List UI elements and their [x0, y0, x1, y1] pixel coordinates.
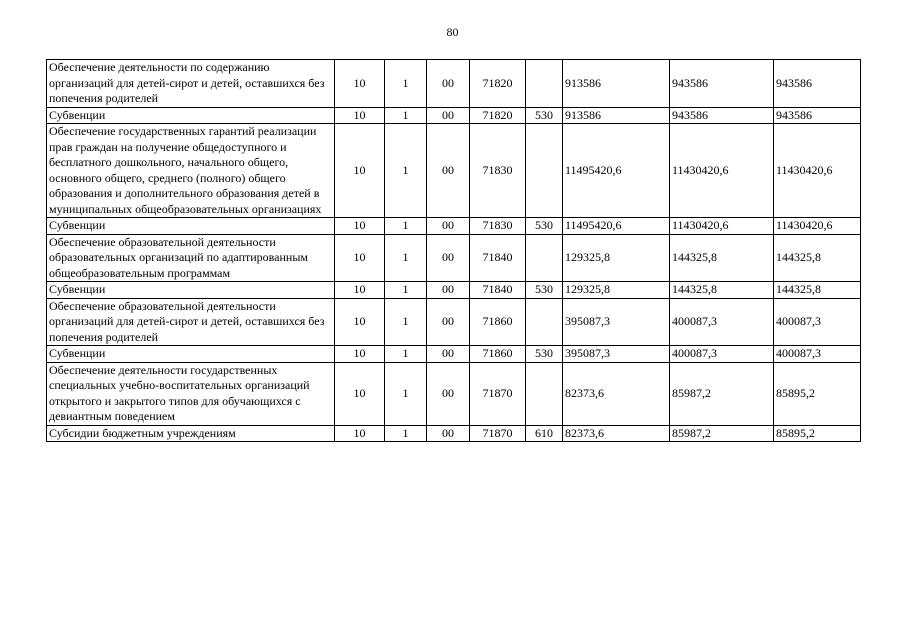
program-cell: 00 — [427, 425, 470, 442]
table-row — [47, 124, 861, 218]
amount-1-cell: 11495420,6 — [563, 218, 670, 235]
amount-1-cell: 395087,3 — [563, 298, 670, 346]
section-cell: 10 — [335, 346, 385, 363]
amount-1-cell: 395087,3 — [563, 346, 670, 363]
amount-3-cell: 144325,8 — [774, 282, 861, 299]
section-cell: 10 — [335, 107, 385, 124]
amount-2-cell: 11430420,6 — [670, 124, 774, 218]
program-cell: 00 — [427, 282, 470, 299]
code-cell: 71840 — [470, 234, 526, 282]
amount-2-cell: 400087,3 — [670, 298, 774, 346]
subsection-cell: 1 — [385, 346, 427, 363]
amount-3-cell: 400087,3 — [774, 298, 861, 346]
program-cell: 00 — [427, 298, 470, 346]
row-name: Обеспечение образовательной деятельности организаций для детей-сирот и детей, оставшихся без попечения родителей — [47, 298, 335, 346]
row-name: Субвенции — [47, 282, 335, 299]
subsection-cell: 1 — [385, 362, 427, 425]
table-row — [47, 107, 861, 124]
section-cell: 10 — [335, 60, 385, 108]
type-cell: 610 — [526, 425, 563, 442]
amount-2-cell: 943586 — [670, 60, 774, 108]
type-cell — [526, 60, 563, 108]
amount-3-cell: 144325,8 — [774, 234, 861, 282]
row-name: Субвенции — [47, 107, 335, 124]
code-cell: 71820 — [470, 107, 526, 124]
subsection-cell: 1 — [385, 124, 427, 218]
section-cell: 10 — [335, 218, 385, 235]
program-cell: 00 — [427, 218, 470, 235]
program-cell: 00 — [427, 346, 470, 363]
section-cell: 10 — [335, 362, 385, 425]
amount-2-cell: 144325,8 — [670, 282, 774, 299]
amount-2-cell: 11430420,6 — [670, 218, 774, 235]
subsection-cell: 1 — [385, 425, 427, 442]
budget-table — [46, 59, 861, 442]
program-cell: 00 — [427, 234, 470, 282]
amount-1-cell: 913586 — [563, 60, 670, 108]
amount-1-cell: 129325,8 — [563, 234, 670, 282]
code-cell: 71830 — [470, 124, 526, 218]
row-name: Обеспечение государственных гарантий реализации прав граждан на получение общедоступного и бесплатного дошкольного, начального общего, основного общего, среднего (полного) общего образования и дополнительного образования детей в муниципальных общеобразовательных организациях — [47, 124, 335, 218]
subsection-cell: 1 — [385, 218, 427, 235]
table-row — [47, 346, 861, 363]
type-cell: 530 — [526, 218, 563, 235]
page-number: 80 — [446, 25, 459, 39]
code-cell: 71870 — [470, 425, 526, 442]
amount-1-cell: 11495420,6 — [563, 124, 670, 218]
program-cell: 00 — [427, 107, 470, 124]
table-row — [47, 234, 861, 282]
amount-1-cell: 129325,8 — [563, 282, 670, 299]
row-name: Обеспечение деятельности по содержанию организаций для детей-сирот и детей, оставшихся без попечения родителей — [47, 60, 335, 108]
subsection-cell: 1 — [385, 60, 427, 108]
row-name: Субвенции — [47, 346, 335, 363]
amount-3-cell: 11430420,6 — [774, 124, 861, 218]
amount-3-cell: 943586 — [774, 107, 861, 124]
code-cell: 71870 — [470, 362, 526, 425]
type-cell: 530 — [526, 346, 563, 363]
type-cell — [526, 234, 563, 282]
type-cell: 530 — [526, 107, 563, 124]
amount-3-cell: 400087,3 — [774, 346, 861, 363]
subsection-cell: 1 — [385, 234, 427, 282]
program-cell: 00 — [427, 124, 470, 218]
amount-1-cell: 913586 — [563, 107, 670, 124]
row-name: Субсидии бюджетным учреждениям — [47, 425, 335, 442]
amount-1-cell: 82373,6 — [563, 425, 670, 442]
amount-2-cell: 85987,2 — [670, 362, 774, 425]
subsection-cell: 1 — [385, 282, 427, 299]
program-cell: 00 — [427, 362, 470, 425]
amount-3-cell: 85895,2 — [774, 362, 861, 425]
amount-2-cell: 144325,8 — [670, 234, 774, 282]
program-cell: 00 — [427, 60, 470, 108]
table-row — [47, 282, 861, 299]
table-row — [47, 60, 861, 108]
code-cell: 71830 — [470, 218, 526, 235]
type-cell — [526, 124, 563, 218]
amount-3-cell: 11430420,6 — [774, 218, 861, 235]
row-name: Обеспечение образовательной деятельности образовательных организаций по адаптированным общеобразовательным программам — [47, 234, 335, 282]
type-cell — [526, 298, 563, 346]
code-cell: 71840 — [470, 282, 526, 299]
section-cell: 10 — [335, 124, 385, 218]
section-cell: 10 — [335, 298, 385, 346]
type-cell: 530 — [526, 282, 563, 299]
section-cell: 10 — [335, 282, 385, 299]
amount-3-cell: 85895,2 — [774, 425, 861, 442]
amount-1-cell: 82373,6 — [563, 362, 670, 425]
subsection-cell: 1 — [385, 298, 427, 346]
subsection-cell: 1 — [385, 107, 427, 124]
amount-2-cell: 400087,3 — [670, 346, 774, 363]
row-name: Субвенции — [47, 218, 335, 235]
table-row — [47, 298, 861, 346]
code-cell: 71860 — [470, 298, 526, 346]
amount-2-cell: 85987,2 — [670, 425, 774, 442]
table-row — [47, 218, 861, 235]
amount-3-cell: 943586 — [774, 60, 861, 108]
section-cell: 10 — [335, 234, 385, 282]
code-cell: 71820 — [470, 60, 526, 108]
row-name: Обеспечение деятельности государственных специальных учебно-воспитательных организаций открытого и закрытого типов для обучающихся с девиантным поведением — [47, 362, 335, 425]
table-row — [47, 425, 861, 442]
type-cell — [526, 362, 563, 425]
code-cell: 71860 — [470, 346, 526, 363]
table-row — [47, 362, 861, 425]
amount-2-cell: 943586 — [670, 107, 774, 124]
section-cell: 10 — [335, 425, 385, 442]
